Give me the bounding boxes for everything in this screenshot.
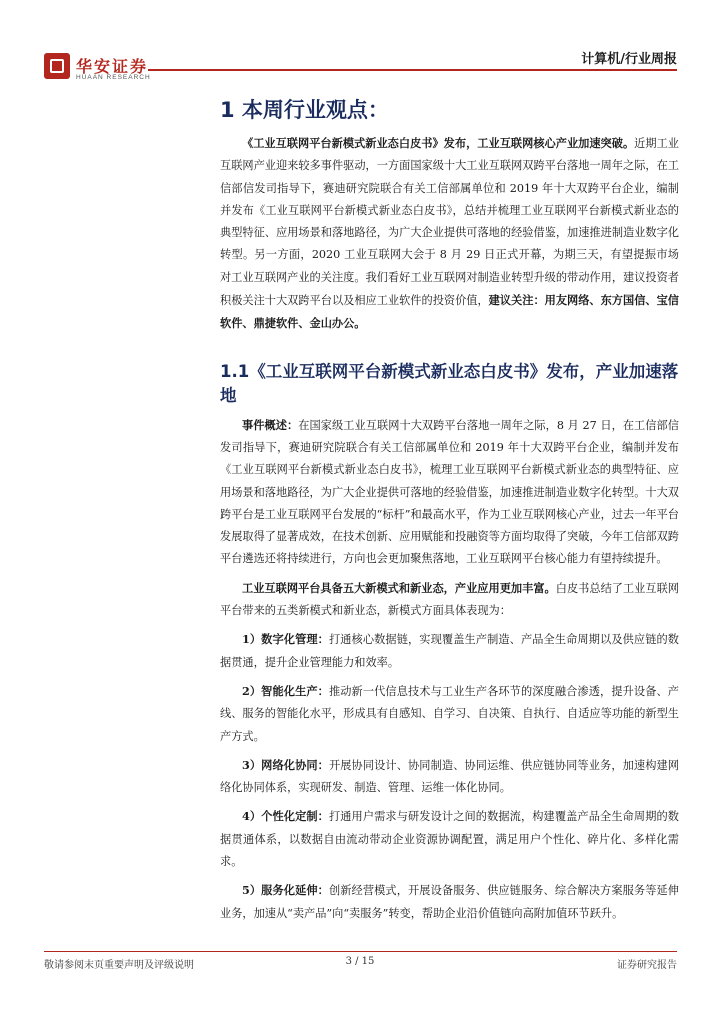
section-1-lead: 《工业互联网平台新模式新业态白皮书》发布，工业互联网核心产业加速突破。 xyxy=(242,136,635,150)
five-models-body: 白皮书总结了工业互联网平台带来的五类新模式和新业态，新模式方面具体表现为： xyxy=(220,581,679,618)
section-1-title: 1 本周行业观点： xyxy=(220,98,389,122)
report-type: 证券研究报告 xyxy=(617,960,677,971)
brand-subtitle: HUAAN RESEARCH xyxy=(76,74,151,81)
section-1-recommendation: 建议关注：用友网络、东方国信、宝信软件、鼎捷软件、金山办公。 xyxy=(220,293,679,331)
event-paragraph xyxy=(220,414,679,571)
section-1-paragraph xyxy=(220,132,679,336)
list-item xyxy=(220,754,679,800)
list-item xyxy=(220,879,679,925)
five-models-lead: 工业互联网平台具备五大新模式和新业态，产业应用更加丰富。 xyxy=(242,580,556,595)
list-item-label: 5）服务化延伸： xyxy=(242,883,329,898)
list-item-text: 推动新一代信息技术与工业生产各环节的深度融合渗透，提升设备、产线、服务的智能化水平，形成具有自感知、自学习、自决策、自执行、自适应等功能的新型生产方式。 xyxy=(220,684,679,743)
event-label: 事件概述： xyxy=(242,417,299,432)
list-item-label: 1）数字化管理： xyxy=(242,632,329,647)
report-category: 计算机/行业周报 xyxy=(581,52,677,67)
section-1-1-title: 1.1《工业互联网平台新模式新业态白皮书》发布，产业加速落地 xyxy=(220,361,679,405)
page-number: 3 / 15 xyxy=(345,956,375,967)
list-item xyxy=(220,680,679,748)
list-item-text: 创新经营模式，开展设备服务、供应链服务、综合解决方案服务等延伸业务，加速从“卖产品”向“卖服务”转变，帮助企业沿价值链向高附加值环节跃升。 xyxy=(220,884,679,920)
list-item-text: 打通用户需求与研发设计之间的数据流，构建覆盖产品全生命周期的数据贯通体系，以数据自由流动带动企业资源协调配置，满足用户个性化、碎片化、多样化需求。 xyxy=(220,810,679,869)
list-item xyxy=(220,805,679,873)
brand-name: 华安证券 xyxy=(76,57,149,76)
list-item-label: 3）网络化协同： xyxy=(242,757,329,772)
footer-disclaimer: 敬请参阅末页重要声明及评级说明 xyxy=(44,960,194,971)
header-divider xyxy=(148,69,677,71)
event-body: 在国家级工业互联网十大双跨平台落地一周年之际，8 月 27 日，在工信部信发司指导下，赛迪研究院联合有关工信部属单位和 2019 年十大双跨平台企业，编制并发布《工业互联网平台新模式新业态白皮书》，梳理工业互联网平台新模式新业态的典型特征、应用场景和落地路径，为广大企业提供可落地的经验借鉴，加速推进制造业数字化转型。十大双跨平台是工业互联网平台发展的“标杆”和最高水平，作为工业互联网核心产业，过去一年平台发展取得了显著成效，在技术创新、应用赋能和投融资等方面均取得了突破，今年工信部双跨平台遴选还将持续进行，方向也会更加聚焦落地，工业互联网平台核心能力有望持续提升。 xyxy=(220,418,679,566)
list-item-text: 开展协同设计、协同制造、协同运维、供应链协同等业务，加速构建网络化协同体系，实现研发、制造、管理、运维一体化协同。 xyxy=(220,758,679,795)
footer-divider xyxy=(44,951,677,952)
list-item-label: 2）智能化生产： xyxy=(242,683,329,698)
section-1-body: 近期工业互联网产业迎来较多事件驱动，一方面国家级十大工业互联网双跨平台落地一周年之际，在工信部信发司指导下，赛迪研究院联合有关工信部属单位和 2019 年十大双跨平台企业，编制并发布《工业互联网平台新模式新业态白皮书》，总结并梳理工业互联网平台新模式新业态的典型特征、应用场景和落地路径，为广大企业提供可落地的经验借鉴，加速推进制造业数字化转型。另一方面，2020 工业互联网大会于 8 月 29 日正式开幕，为期三天，有望提振市场对工业互联网产业的关注度。我们看好工业互联网对制造业转型升级的带动作用，建议投资者积极关注十大双跨平台以及相应工业软件的投资价值， xyxy=(220,137,679,308)
brand-logo-icon xyxy=(44,53,70,79)
five-models-paragraph xyxy=(220,577,679,623)
list-item xyxy=(220,628,679,674)
list-item-text: 打通核心数据链，实现覆盖生产制造、产品全生命周期以及供应链的数据贯通，提升企业管理能力和效率。 xyxy=(220,633,679,669)
main-content xyxy=(220,90,679,925)
list-item-label: 4）个性化定制： xyxy=(242,809,329,824)
